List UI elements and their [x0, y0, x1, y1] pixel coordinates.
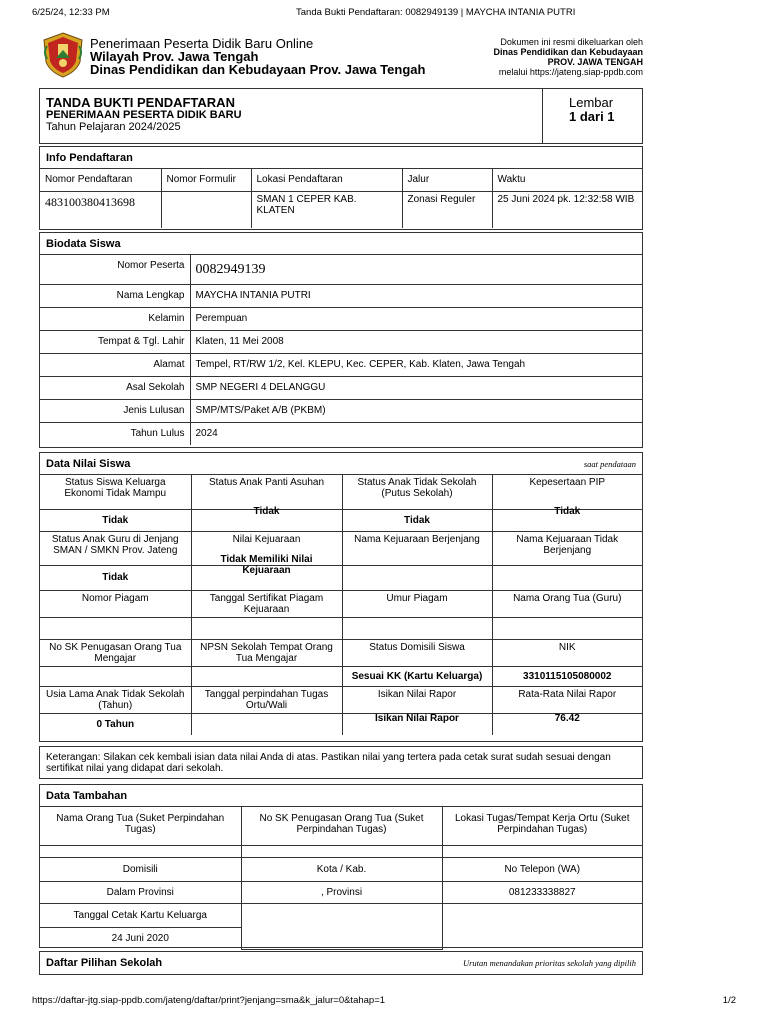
tambahan-table [40, 807, 642, 950]
header-cell: Status Anak Guru di Jenjang SMAN / SMKN Prov. Jateng [40, 531, 191, 565]
value-cell [40, 617, 191, 639]
form-number [161, 191, 251, 228]
field-label: Tahun Lulus [40, 422, 190, 445]
info-table [40, 169, 642, 228]
title-line2: PENERIMAAN PESERTA DIDIK BARU [46, 109, 242, 121]
header-cell: Status Domisili Siswa [342, 639, 492, 666]
header-cell: Nomor Piagam [40, 590, 191, 617]
table-row [40, 639, 642, 666]
header-cell: Nama Kejuaraan Berjenjang [342, 531, 492, 565]
sheet-counter [542, 89, 642, 143]
header-cell: Status Anak Panti Asuhan [191, 475, 342, 509]
table-row [40, 845, 642, 857]
value-cell [492, 617, 642, 639]
graduation-year: 2024 [190, 422, 642, 445]
header-cell: Lokasi Pendaftaran [251, 169, 402, 191]
header-cell: NIK [492, 639, 642, 666]
table-row [40, 169, 642, 191]
header-line2: Wilayah Prov. Jawa Tengah [90, 49, 259, 64]
value-cell [191, 713, 342, 735]
city-regency: , Provinsi [241, 881, 442, 903]
report-input: Isikan Nilai Rapor [342, 707, 492, 729]
header-cell: Tanggal perpindahan Tugas Ortu/Wali [191, 686, 342, 713]
header-cell: Waktu [492, 169, 642, 191]
value-cell [241, 845, 442, 857]
value-cell: Tidak [342, 509, 492, 531]
header-cell: Nomor Formulir [161, 169, 251, 191]
section-note: Urutan menandakan prioritas sekolah yang dipilih [462, 958, 636, 968]
header-cell: Nilai Kejuaraan [191, 531, 342, 565]
title-line3: Tahun Pelajaran 2024/2025 [46, 121, 181, 133]
issuer-line1: Dokumen ini resmi dikeluarkan oleh [500, 37, 643, 47]
title-line1: TANDA BUKTI PENDAFTARAN [46, 95, 235, 110]
origin-school: SMP NEGERI 4 DELANGGU [190, 376, 642, 399]
header-cell: Usia Lama Anak Tidak Sekolah (Tahun) [40, 686, 191, 713]
tambahan-section [39, 784, 643, 948]
issuer-line4: melalui https://jateng.siap-ppdb.com [498, 67, 643, 77]
header-line3: Dinas Pendidikan dan Kebudayaan Prov. Jawa Tengah [90, 62, 426, 77]
value-cell: Tidak [40, 509, 191, 531]
table-row [40, 617, 642, 639]
print-url: https://daftar-jtg.siap-ppdb.com/jateng/daftar/print?jenjang=sma&k_jalur=0&tahap=1 [32, 995, 386, 1006]
header-issuer [493, 37, 643, 77]
header-cell: No SK Penugasan Orang Tua (Suket Perpindahan Tugas) [241, 807, 442, 845]
empty-cell [442, 903, 642, 949]
value-cell [191, 666, 342, 686]
field-label: Jenis Lulusan [40, 399, 190, 422]
header-cell: Nomor Pendaftaran [40, 169, 161, 191]
value-cell [191, 617, 342, 639]
nik: 3310115105080002 [492, 666, 642, 686]
header-cell: Kota / Kab. [241, 857, 442, 881]
full-name: MAYCHA INTANIA PUTRI [190, 284, 642, 307]
value-cell [492, 565, 642, 590]
table-row [40, 307, 642, 330]
address: Tempel, RT/RW 1/2, Kel. KLEPU, Kec. CEPER, Kab. Klaten, Jawa Tengah [190, 353, 642, 376]
table-row [40, 330, 642, 353]
header-cell: Isikan Nilai Rapor [342, 686, 492, 713]
table-row [40, 881, 642, 903]
print-datetime: 6/25/24, 12:33 PM [32, 7, 110, 18]
value-cell: Tidak [492, 500, 642, 522]
table-row [40, 857, 642, 881]
value-cell [342, 617, 492, 639]
value-cell: Tidak Memiliki Nilai Kejuaraan [191, 551, 342, 576]
table-row [40, 807, 642, 845]
biodata-section [39, 232, 643, 448]
table-row [40, 565, 642, 590]
issuer-line2: Dinas Pendidikan dan Kebudayaan [493, 47, 643, 57]
nilai-table [40, 475, 642, 735]
out-of-school-age: 0 Tahun [40, 713, 191, 735]
section-header [40, 952, 642, 974]
table-row [40, 590, 642, 617]
header-cell: Jalur [402, 169, 492, 191]
header-cell: Nama Orang Tua (Suket Perpindahan Tugas) [40, 807, 241, 845]
header-cell: Nama Kejuaraan Tidak Berjenjang [492, 531, 642, 565]
value-cell [40, 666, 191, 686]
whatsapp-phone: 081233338827 [442, 881, 642, 903]
table-row [40, 376, 642, 399]
header-cell: Rata-Rata Nilai Rapor [492, 686, 642, 713]
table-row [40, 666, 642, 686]
table-row [40, 353, 642, 376]
field-label: Asal Sekolah [40, 376, 190, 399]
note-box: Keterangan: Silakan cek kembali isian data nilai Anda di atas. Pastikan nilai yang tertera pada cetak surat sudah sesuai dengan sertifikat nilai yang didapat dari sekolah. [39, 746, 643, 779]
table-row [40, 191, 642, 228]
print-footer [32, 995, 736, 1006]
empty-cell [241, 903, 442, 949]
section-header [40, 453, 642, 475]
table-row [40, 903, 642, 927]
header-cell: Kepesertaan PIP [492, 475, 642, 509]
domicile-status: Sesuai KK (Kartu Keluarga) [342, 666, 492, 686]
field-label: Alamat [40, 353, 190, 376]
header-titles [90, 37, 425, 76]
print-page-title: Tanda Bukti Pendaftaran: 0082949139 | MAYCHA INTANIA PUTRI [296, 7, 576, 18]
section-title: Info Pendaftaran [40, 147, 642, 169]
field-label: Nomor Peserta [40, 255, 190, 284]
header-cell: Status Anak Tidak Sekolah (Putus Sekolah) [342, 475, 492, 509]
sheet-label: Lembar [569, 95, 614, 110]
graduate-type: SMP/MTS/Paket A/B (PKBM) [190, 399, 642, 422]
registration-location: SMAN 1 CEPER KAB. KLATEN [251, 191, 402, 228]
gender: Perempuan [190, 307, 642, 330]
table-row [40, 284, 642, 307]
average-report-score: 76.42 [492, 707, 642, 729]
title-box [39, 88, 643, 144]
kk-print-date: 24 Juni 2020 [40, 927, 241, 949]
birth-place-date: Klaten, 11 Mei 2008 [190, 330, 642, 353]
table-row [40, 713, 642, 735]
field-label: Nama Lengkap [40, 284, 190, 307]
print-header [32, 4, 736, 18]
header-cell: Status Siswa Keluarga Ekonomi Tidak Mampu [40, 475, 191, 509]
participant-number: 0082949139 [190, 255, 642, 284]
table-row [40, 509, 642, 531]
registration-time: 25 Juni 2024 pk. 12:32:58 WIB [492, 191, 642, 228]
section-title: Data Nilai Siswa [46, 458, 131, 470]
table-row [40, 255, 642, 284]
print-page-number: 1/2 [722, 995, 736, 1006]
section-note: saat pendataan [583, 459, 636, 469]
table-row [40, 422, 642, 445]
header-cell: Nama Orang Tua (Guru) [492, 590, 642, 617]
document-header [40, 28, 643, 88]
info-pendaftaran-section [39, 146, 643, 230]
biodata-table [40, 255, 642, 445]
domicile: Dalam Provinsi [40, 881, 241, 903]
issuer-line3: PROV. JAWA TENGAH [547, 57, 643, 67]
header-cell: Umur Piagam [342, 590, 492, 617]
nilai-section [39, 452, 643, 742]
document-title [46, 96, 242, 133]
jawa-tengah-emblem-icon [42, 32, 84, 78]
header-cell: Lokasi Tugas/Tempat Kerja Ortu (Suket Perpindahan Tugas) [442, 807, 642, 845]
field-label: Tempat & Tgl. Lahir [40, 330, 190, 353]
registration-path: Zonasi Reguler [402, 191, 492, 228]
header-cell: Domisili [40, 857, 241, 881]
section-title: Daftar Pilihan Sekolah [46, 957, 163, 969]
value-cell: Tidak [40, 565, 191, 590]
table-row [40, 399, 642, 422]
section-title: Biodata Siswa [40, 233, 642, 255]
section-title: Data Tambahan [40, 785, 642, 807]
value-cell [40, 845, 241, 857]
sheet-value: 1 dari 1 [569, 109, 615, 124]
header-cell: NPSN Sekolah Tempat Orang Tua Mengajar [191, 639, 342, 666]
header-cell: No SK Penugasan Orang Tua Mengajar [40, 639, 191, 666]
registration-number: 483100380413698 [40, 191, 161, 228]
header-line1: Penerimaan Peserta Didik Baru Online [90, 36, 314, 51]
header-cell: Tanggal Cetak Kartu Keluarga [40, 903, 241, 927]
pilihan-section [39, 951, 643, 975]
field-label: Kelamin [40, 307, 190, 330]
value-cell: Tidak [191, 500, 342, 522]
value-cell [442, 845, 642, 857]
header-cell: Tanggal Sertifikat Piagam Kejuaraan [191, 590, 342, 617]
value-cell [342, 565, 492, 590]
header-cell: No Telepon (WA) [442, 857, 642, 881]
